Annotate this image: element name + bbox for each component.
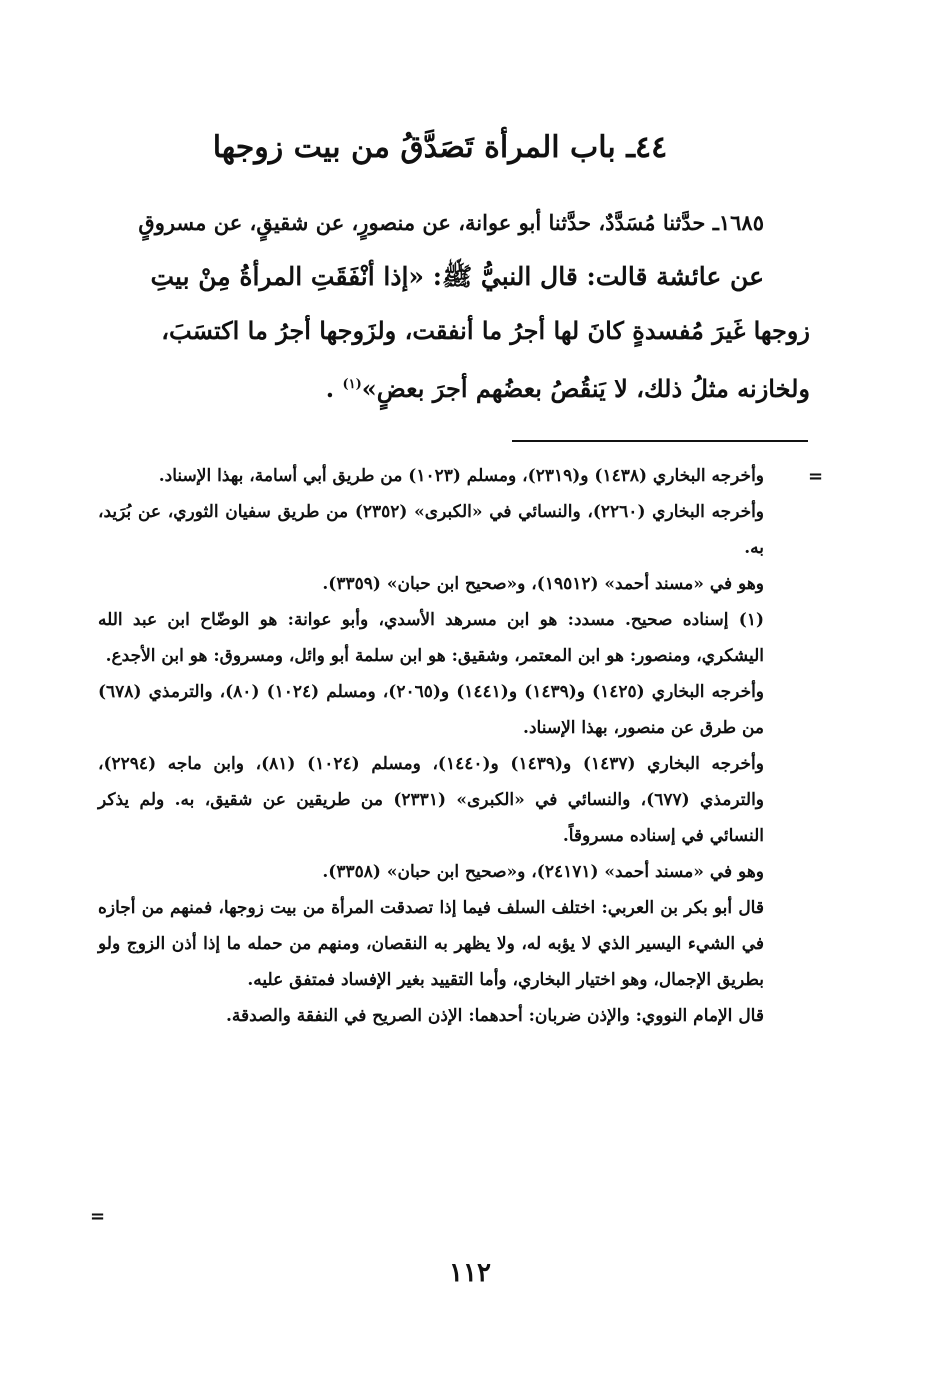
footnote-paragraph: وأخرجه البخاري (١٤٣٨) و(٢٣١٩)، ومسلم (١٠٢٣) من طريق أبي أسامة، بهذا الإسناد. (158, 466, 764, 486)
hadith-matn-line (100, 358, 810, 416)
hadith-matn-line: زوجها غَيرَ مُفسدةٍ كانَ لها أجرُ ما أنفقت، ولزَوجها أجرُ ما اكتسَبَ، (161, 316, 810, 345)
chapter-title: ٤٤ـ باب المرأة تَصَدَّقُ من بيت زوجها (212, 130, 668, 165)
footnote-paragraph: قال الإمام النووي: والإذن ضربان: أحدهما: الإذن الصريح في النفقة والصدقة. (225, 1006, 764, 1026)
footnote-paragraph: (١) إسناده صحيح. مسدد: هو ابن مسرهد الأسدي، وأبو عوانة: هو الوضّاح ابن عبد الله اليشكري، ومنصور: هو ابن المعتمر، وشقيق: هو ابن سلمة أبو وائل، ومسروق: هو ابن الأجدع. (98, 610, 764, 666)
continuation-mark-bottom: = (90, 1206, 106, 1227)
hadith-isnad-line: ١٦٨٥ـ حدَّثنا مُسَدَّدٌ، حدَّثنا أبو عوانة، عن منصورٍ، عن شقيقٍ، عن مسروقٍ (138, 210, 764, 235)
sentence-end: . (325, 374, 343, 403)
hadith-matn-line: عن عائشة قالت: قال النبيُّ ﷺ: «إذا أنْفَقَتِ المرأةُ مِنْ بيتِ (150, 262, 764, 291)
hadith-text (98, 196, 810, 436)
continuation-mark-top: = (808, 466, 824, 487)
footnote-divider (512, 440, 808, 442)
footnote-paragraph: وأخرجه البخاري (١٤٢٥) و(١٤٣٩) و(١٤٤١) و(٢٠٦٥)، ومسلم (١٠٢٤) (٨٠)، والترمذي (٦٧٨) من طرق عن منصور، بهذا الإسناد. (98, 682, 765, 738)
footnote-paragraph: قال أبو بكر بن العربي: اختلف السلف فيما إذا تصدقت المرأة من بيت زوجها، فمنهم من أجازه في الشيء اليسير الذي لا يؤبه له، ولا يظهر به النقصان، ومنهم من حمله ما إذا أذن الزوج ولو بطريق الإجمال، وهو اختيار البخاري، وأما التقييد بغير الإفساد فمتفق عليه. (98, 898, 764, 990)
footnote-paragraph: وأخرجه البخاري (٢٢٦٠)، والنسائي في «الكبرى» (٢٣٥٢) من طريق سفيان الثوري، عن بُرَيد، به. (98, 502, 765, 558)
footnotes (98, 458, 810, 1034)
page-number: ١١٢ (449, 1258, 491, 1288)
footnote-reference: (١) (342, 377, 362, 392)
footnote-paragraph: وهو في «مسند أحمد» (١٩٥١٢)، و«صحيح ابن حبان» (٣٣٥٩). (322, 574, 764, 594)
hadith-matn-text: ولخازنه مثلُ ذلك، لا يَنقُصُ بعضُهم أجرَ بعضٍ» (361, 374, 810, 403)
footnote-paragraph: وأخرجه البخاري (١٤٣٧) و(١٤٣٩) و(١٤٤٠)، ومسلم (١٠٢٤) (٨١)، وابن ماجه (٢٢٩٤)، والترمذي (٦٧٧)، والنسائي في «الكبرى» (٢٣٣١) من طريقين عن شقيق، به. ولم يذكر النسائي في إسناده مسروقاً. (98, 754, 765, 846)
footnote-paragraph: وهو في «مسند أحمد» (٢٤١٧١)، و«صحيح ابن حبان» (٣٣٥٨). (322, 862, 764, 882)
